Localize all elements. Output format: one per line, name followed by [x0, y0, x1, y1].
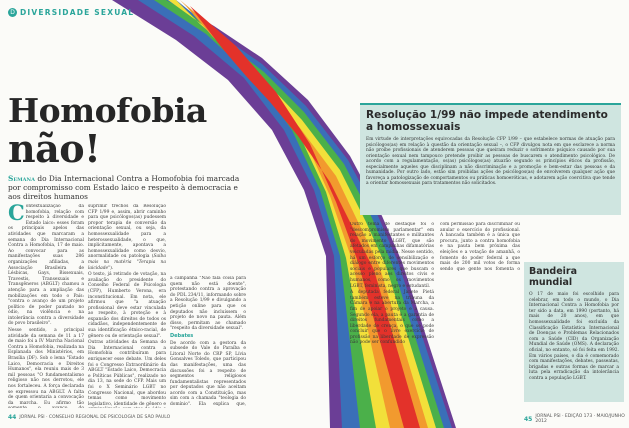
- circle-d-icon: D: [8, 8, 17, 17]
- lead-text: do Dia Internacional Contra a Homofobia foi marcada por compromisso com Estado laico e respeito à democracia e aos direitos humanos: [8, 174, 240, 202]
- footer-right: [524, 414, 629, 424]
- lead-highlight: Semana: [8, 174, 36, 183]
- paragraph: Outro tema de destaque foi o "descompromisso parlamentar" em relação a manifestantes e militantes do movimento LGBT, que são afetados em campanhas difamatórias veiculadas pela mídia. Nesse sentido, há um esforço de sensibilização e diálogo entre diferentes movimentos sociais e populares que buscam o acesso pleno aos direitos civis e humanos, como os movimentos LGBT, feminista, negro e estudantil.: [350, 222, 434, 289]
- article-column-4: [350, 222, 434, 408]
- footer-text: JORNAL PSI · CONSELHO REGIONAL DE PSICOLOGIA DE SÃO PAULO: [19, 415, 171, 420]
- footer-left: [8, 414, 170, 421]
- paragraph: Outras atividades da Semana do Dia Internacional contra a Homofobia contribuíram para enriquecer esse debate. Um deles foi o Congresso Extraordinário da ABGLT "Estado Laico, Democracia e Políticas Públicas", realizado no dia 13, na sede do CFP. Mais um foi o X Seminário LGBT no Congresso Nacional, que abordou temas como movimento legislativo, identidade de gênero e: [88, 340, 166, 407]
- page-number: 45: [524, 415, 533, 423]
- sidebar-box-resolution: [360, 103, 621, 215]
- article-column-3: [170, 276, 246, 408]
- sidebar-box-flag: [524, 262, 624, 402]
- headline-line-2: não!: [8, 126, 101, 171]
- side-title: Bandeira mundial: [529, 266, 578, 288]
- paragraph: com permissão para discriminar ou anular o exercício do profissional. A bancada também é a única que procura, junto a contra homofobia e na pauta bem próxima das eleições e a votação de amanhã, o fomento do poder federal a que mais de 200 mil votos de forma sendo que gente nos fomenta o: [440, 222, 520, 272]
- italic-reference: Saiba mais na matéria "Terapia na laicidade": [88, 254, 166, 271]
- article-column-2: [88, 204, 166, 408]
- section-label: DIVERSIDADE SEXUAL: [20, 8, 135, 17]
- paragraph: De acordo com a gestora da subsede do Vale do Paraíba e Litoral Norte do CRP SP, Lívia Gonsalves Toledo, que participou das manifestações, uma das discussões foi a respeito de segmentos religiosos fundamentalistas representados por deputados que não aceitam acordo com a Constituição, mas sim com a chamada "teologia do domínio". Ela explica que,: [170, 340, 246, 408]
- paragraph: A deputada federal Janete Pietá também esteve na tribuna da Câmara e na abertura da Marcha, a fim de apoiar o projeto e a causa. Segundo ela, a pauta é a garantia de direitos fundamentais como a liberdade de crença, o que se pode concluir que o livre exercício de profissão na liberdade de expressão não pode ser confundido: [350, 290, 434, 346]
- paragraph: O texto, já retirado de votação, na avaliação do presidente do Conselho Federal de Psicologia (CFP), Humberto Verona, era inconstitucional. Em nota, ele afirmou que "a atuação profissional deve estar vinculada ao respeito, à proteção e à expansão dos direitos de todos os cidadãos, independentemente de sua identificação étnico-racial, de gênero ou de orientação sexual".: [88, 272, 166, 339]
- article-column-1: [8, 204, 84, 408]
- headline: [8, 91, 207, 171]
- footer-text: JORNAL PSI · EDIÇÃO 173 · MAIO/JUNHO 2012: [535, 414, 625, 424]
- box-text: Em virtude de interpretações equivocadas da Resolução CFP 1/99 – que estabelece normas de atuação para psicólogos(as) em relação à questão da orientação sexual –, o CFP divulgou nota em que esclarece a norma não proíbe profissionais de atenderem pessoas que queiram reduzir o sofrimento psíquico causado por sua orientação sexual nem tampouco pretende proibir as pessoas de buscarem o atendimento psicológico. De acordo com a regulamentação, os(as) psicólogos(as) atuarão segundo os princípios éticos da profissão, especialmente aqueles que disciplinam a não discriminação e a promoção e bem-estar das pessoas e da humanidade. Por outro lado, estão sim proibidas ações de psicólogos(as) de envolverem qualquer ação que favoreça a patologização de comportamentos ou práticas homoeróticas, e adotarem ação coercitiva que tende a orientar homossexuais para tratamentos não solicitados.: [366, 137, 615, 186]
- subheading-debates: Debates: [170, 332, 194, 339]
- paragraph: a campanha "Não fala coisa para quem não está doente", protestando contra a aprovação do PDL 234/11, informando sobre a Resolução 1/99 e divulgando a petição online para que os deputados não incluíssem o projeto de novo na pauta. Além disso, permitam ao chamado "respeito da diversidade sexual".: [170, 276, 246, 332]
- drop-cap: C: [8, 204, 25, 225]
- page-number: 44: [8, 414, 17, 421]
- paragraph: suprimir trechos da Resolução CFP 1/99 e, assim, abrir caminho para que psicólogos(as) pudessem propor terapia de conversão da orientação sexual, ou seja, da homossexualidade para a heterossexualidade, o que, implicitamente, apontava a homossexualidade como desvio, anormalidade ou patologia (Saiba mais na matéria "Terapia na laicidade").: [88, 204, 166, 271]
- headline-line-1: Homofobia: [8, 91, 207, 130]
- box-title: Resolução 1/99 não impede atendimento a homossexuais: [366, 109, 608, 133]
- side-text: O 17 de maio foi escolhido para celebrar, em todo o mundo, o Dia Internacional Contra a Homofobia por ter sido a data, em 1990 (portanto, há mais de 20 anos), em que homossexualidade foi excluída da Classificação Estatística Internacional de Doenças e Problemas Relacionados com a Saúde (CID) da Organização Mundial de Saúde (OMS). A declaração oficial, no entanto, só foi feita em 1992. Em vários países, o dia é comemorado com manifestações, debates, passeatas, brigadas e outras formas de marcar a luta pela erradicação da intolerância contra a população LGBT.: [529, 292, 619, 381]
- article-column-5: [440, 222, 520, 272]
- section-header: [8, 8, 134, 17]
- paragraph: Nesse sentido, a principal atividade da semana de 11 a 17 de maio foi a IV Marcha Nacional Contra a Homofobia, realizada na Esplanada dos Ministérios, em Brasília (DF). Sob o lema "Estado Laico, Democracia e Direitos Humanos", ela reuniu mais de 3 mil pessoas "O fundamentalismo religioso não nos derrotou, ele nos fortaleceu. A força declarada se expressou na ABGLT. A falta de quem orientaria a convocação da marcha. Eu afirmo tão: [8, 328, 84, 406]
- paragraph: Contextualização da homofobia, relação com respeito à diversidade e Estado laico: esses foram os principais apelos das atividades que marcaram a semana do Dia Internacional Contra a Homofobia, 17 de maio. Ao convocar para as manifestações suas 286 organizações afiliadas, a Associação Brasileira de Lésbicas, Gays, Bissexuais, Travestis, Transexuais e Transgêneros (ABGLT) chamou a atenção para a ampliação das mobilizações em todo o País: "contra o avanço de um projeto político de poder pautado no ódio, na violência e na intolerância contra a diversidade do povo brasileiro".: [8, 204, 84, 327]
- lead-paragraph: [8, 174, 244, 202]
